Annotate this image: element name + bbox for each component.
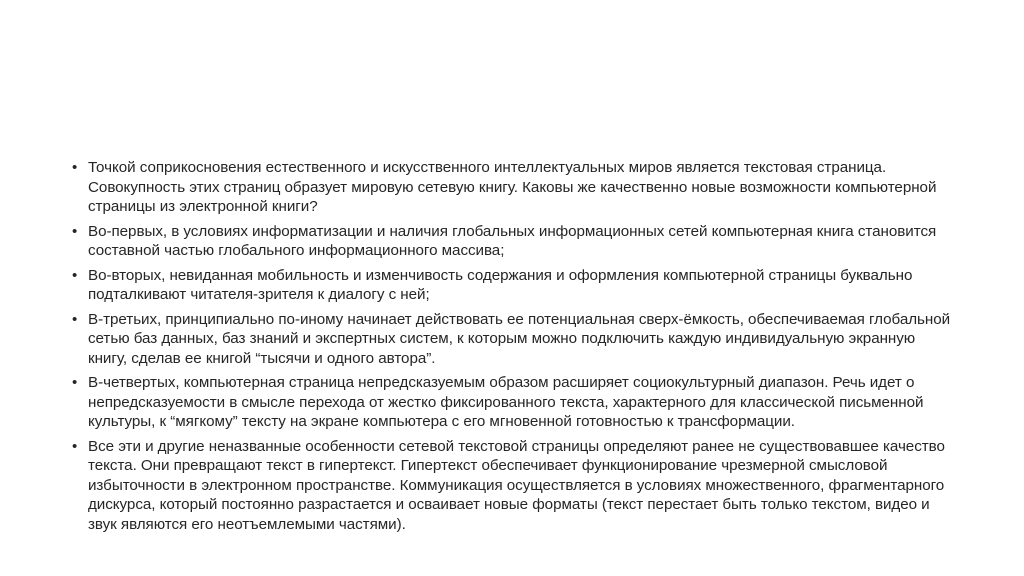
bullet-item-4 — [72, 310, 952, 369]
bullet-text: В-третьих, принципиально по-иному начинает действовать ее потенциальная сверх-ёмкость, обеспечиваемая глобальной сетью баз данных, баз знаний и экспертных систем, к которым можно подключить каждую индивидуальную экранную книгу, сделав ее книгой “тысячи и одного автора”. — [88, 310, 951, 367]
bullet-text: Все эти и другие неназванные особенности сетевой текстовой страницы определяют ранее не существовавшее качество текста. Они превращают текст в гипертекст. Гипертекст обеспечивает функционирование чрезмерной смысловой избыточности в электронном пространстве. Коммуникация осуществляется в условиях множественного, фрагментарного дискурса, который постоянно разрастается и осваивает новые форматы (текст перестает быть только текстом, видео и звук являются его неотъемлемыми частями). — [88, 437, 945, 533]
bullet-dot-icon: • — [72, 374, 78, 391]
bullet-text: Во-вторых, невиданная мобильность и изменчивость содержания и оформления компьютерной страницы буквально подталкивают читателя-зрителя к диалогу с ней; — [88, 266, 913, 303]
bullet-dot-icon: • — [72, 222, 78, 240]
bullet-dot-icon: • — [72, 310, 78, 328]
bullet-dot-icon: • — [72, 159, 78, 176]
bullet-item-5 — [72, 373, 952, 432]
bullet-text: В-четвертых, компьютерная страница непредсказуемым образом расширяет социокультурный диапазон. Речь идет о непредсказуемости в смысле перехода от жестко фиксированного текста, характерного для классической письменной культуры, к “мягкому” тексту на экране компьютера с его мгновенной готовностью к трансформации. — [88, 374, 924, 430]
bullet-text: Точкой соприкосновения естественного и искусственного интеллектуальных миров является текстовая страница. Совокупность этих страниц образует мировую сетевую книгу. Каковы же качественно новые возможности компьютерной страницы из электронной книги? — [88, 159, 937, 215]
bullet-list — [72, 158, 952, 539]
bullet-item-1 — [72, 158, 952, 217]
bullet-item-3 — [72, 266, 952, 305]
bullet-item-6 — [72, 437, 952, 535]
bullet-dot-icon: • — [72, 437, 78, 455]
bullet-dot-icon: • — [72, 266, 78, 284]
bullet-text: Во-первых, в условиях информатизации и наличия глобальных информационных сетей компьютерная книга становится составной частью глобального информационного массива; — [88, 222, 937, 259]
bullet-item-2 — [72, 222, 952, 261]
